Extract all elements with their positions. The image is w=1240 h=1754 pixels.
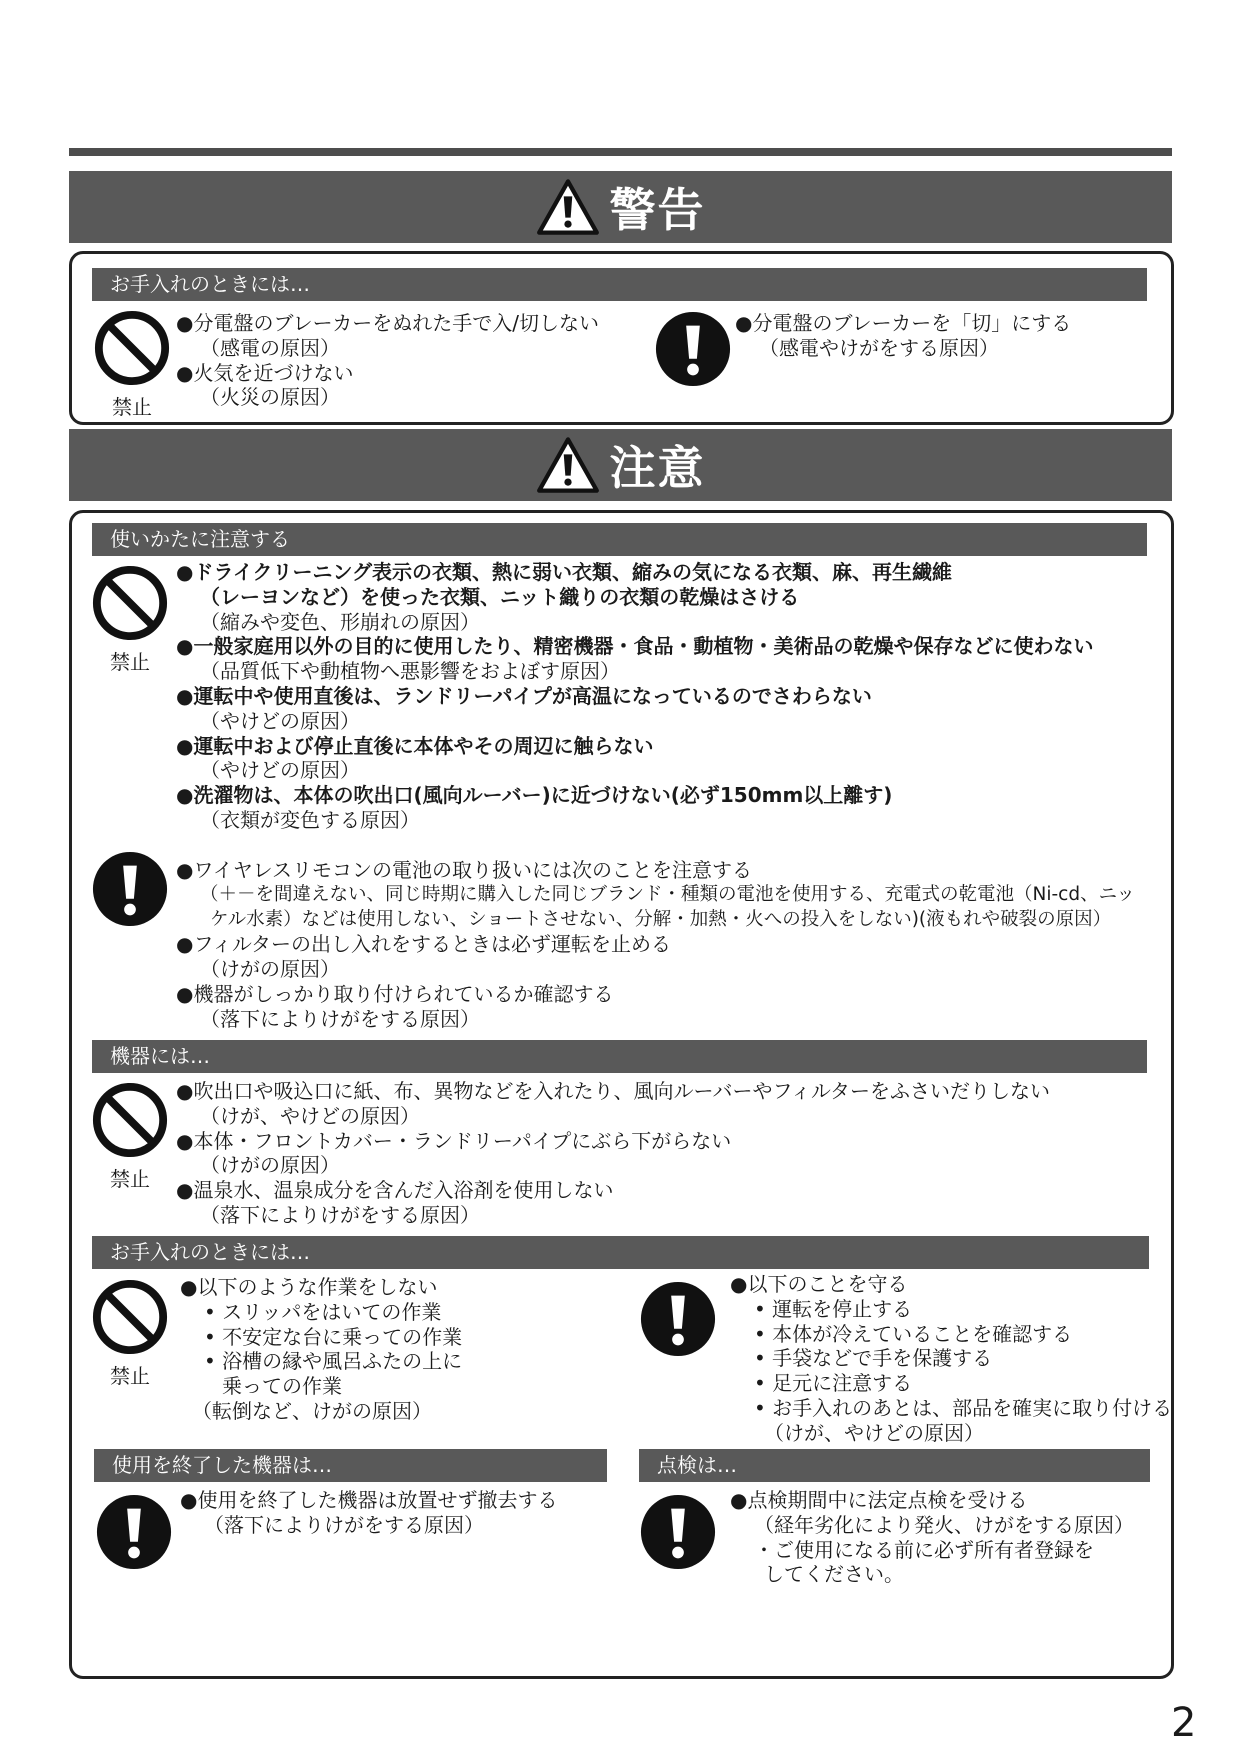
text-line: ●フィルターの出し入れをするときは必ず運転を止める bbox=[176, 932, 672, 957]
inspection-section-header: 点検は… bbox=[639, 1449, 1150, 1482]
text-line: （やけどの原因） bbox=[200, 708, 360, 733]
maintenance-prohibit-block bbox=[90, 1278, 170, 1389]
text-line: （けが、やけどの原因） bbox=[200, 1103, 420, 1128]
warning-must-block bbox=[653, 310, 733, 392]
usage-prohibit-text bbox=[176, 560, 1093, 833]
warning-title: 警告 bbox=[609, 183, 706, 237]
prohibit-label: 禁止 bbox=[110, 650, 150, 674]
prohibit-icon bbox=[91, 1081, 169, 1159]
page-number: 2 bbox=[1171, 1700, 1197, 1746]
text-line: • 浴槽の縁や風呂ふたの上に bbox=[204, 1349, 463, 1374]
inspection-text bbox=[730, 1488, 1134, 1587]
warning-banner bbox=[69, 171, 1172, 243]
prohibit-label: 禁止 bbox=[110, 1167, 150, 1191]
text-line: 乗っての作業 bbox=[222, 1374, 342, 1399]
text-line: （けがの原因） bbox=[200, 957, 340, 982]
caution-title: 注意 bbox=[609, 441, 706, 495]
text-line: • お手入れのあとは、部品を確実に取り付ける bbox=[754, 1395, 1173, 1420]
text-line: （品質低下や動植物へ悪影響をおよぼす原因） bbox=[200, 659, 620, 684]
text-line: （落下によりけがをする原因） bbox=[200, 1202, 480, 1227]
text-line: ●温泉水、温泉成分を含んだ入浴剤を使用しない bbox=[176, 1178, 614, 1203]
text-line: （縮みや変色、形崩れの原因） bbox=[200, 609, 480, 634]
warning-box bbox=[69, 251, 1174, 425]
device-prohibit-block bbox=[90, 1081, 170, 1192]
usage-must-block bbox=[90, 850, 170, 932]
maintenance-section-header: お手入れのときには… bbox=[92, 1236, 1149, 1269]
text-line: ●運転中や使用直後は、ランドリーパイプが高温になっているのでさわらない bbox=[176, 683, 872, 708]
text-line: （経年劣化により発火、けがをする原因） bbox=[754, 1512, 1134, 1537]
text-line: • 不安定な台に乗っての作業 bbox=[204, 1324, 463, 1349]
text-line: ケル水素）などは使用しない、ショートさせない、分解・加熱・火への投入をしない)(液もれや破裂の原因） bbox=[210, 908, 1112, 930]
device-text bbox=[176, 1079, 1050, 1228]
text-line: ・ご使用になる前に必ず所有者登録を bbox=[754, 1537, 1094, 1562]
text-line: • 運転を停止する bbox=[754, 1296, 913, 1321]
mandatory-icon bbox=[654, 310, 732, 388]
text-line: ●使用を終了した機器は放置せず撤去する bbox=[180, 1488, 558, 1512]
text-line: ●点検期間中に法定点検を受ける bbox=[730, 1488, 1028, 1512]
prohibit-label: 禁止 bbox=[112, 395, 152, 419]
maintenance-left-text bbox=[180, 1275, 462, 1424]
end-of-use-text bbox=[180, 1488, 557, 1538]
text-line: ●以下のことを守る bbox=[730, 1272, 908, 1296]
text-line: • 本体が冷えていることを確認する bbox=[754, 1321, 1073, 1346]
prohibit-label: 禁止 bbox=[110, 1364, 150, 1388]
text-line: • 手袋などで手を保護する bbox=[754, 1346, 993, 1371]
text-line: （けが、やけどの原因） bbox=[764, 1420, 984, 1445]
end-of-use-must-block bbox=[94, 1493, 174, 1575]
warning-triangle-icon bbox=[536, 178, 600, 236]
text-line: （レーヨンなど）を使った衣類、ニット織りの衣類の乾燥はさける bbox=[200, 584, 800, 609]
text-line: ●火気を近づけない bbox=[176, 360, 354, 385]
text-line: ●吹出口や吸込口に紙、布、異物などを入れたり、風向ルーバーやフィルターをふさいだりしない bbox=[176, 1079, 1051, 1103]
mandatory-icon bbox=[95, 1493, 173, 1571]
prohibit-icon bbox=[91, 564, 169, 642]
text-line: ●一般家庭用以外の目的に使用したり、精密機器・食品・動植物・美術品の乾燥や保存などに使わない bbox=[176, 634, 1094, 659]
text-line: （感電の原因） bbox=[200, 335, 340, 360]
text-line: （火災の原因） bbox=[200, 385, 340, 410]
text-line: （けがの原因） bbox=[200, 1153, 340, 1178]
text-line: （＋－を間違えない、同じ時期に購入した同じブランド・種類の電池を使用する、充電式の乾電池（Ni-cd、ニッ bbox=[200, 883, 1135, 905]
text-line: （転倒など、けがの原因） bbox=[192, 1398, 432, 1423]
prohibit-icon bbox=[91, 1278, 169, 1356]
mandatory-icon bbox=[639, 1280, 717, 1358]
text-line: （落下によりけがをする原因） bbox=[204, 1512, 484, 1537]
warning-left-text bbox=[176, 311, 599, 410]
text-line: ●運転中および停止直後に本体やその周辺に触らない bbox=[176, 733, 654, 758]
warning-prohibit-block bbox=[92, 309, 172, 420]
warning-right-text bbox=[735, 311, 1071, 361]
warning-section-header: お手入れのときには… bbox=[92, 268, 1147, 301]
text-line: ●ドライクリーニング表示の衣類、熱に弱い衣類、縮みの気になる衣類、麻、再生繊維 bbox=[176, 560, 953, 584]
warning-triangle-icon bbox=[536, 436, 600, 494]
text-line: ●以下のような作業をしない bbox=[180, 1275, 438, 1299]
caution-banner bbox=[69, 429, 1172, 501]
text-line: ●洗濯物は、本体の吹出口(風向ルーバー)に近づけない(必ず150mm以上離す) bbox=[176, 783, 893, 808]
end-of-use-section-header: 使用を終了した機器は… bbox=[94, 1449, 607, 1482]
prohibit-icon bbox=[93, 309, 171, 387]
mandatory-icon bbox=[91, 850, 169, 928]
text-line: ●分電盤のブレーカーを「切」にする bbox=[735, 311, 1072, 335]
text-line: ●本体・フロントカバー・ランドリーパイプにぶら下がらない bbox=[176, 1128, 732, 1153]
top-rule bbox=[69, 148, 1172, 156]
text-line: ●機器がしっかり取り付けられているか確認する bbox=[176, 981, 614, 1006]
text-line: してください。 bbox=[764, 1562, 904, 1587]
text-line: （感電やけがをする原因） bbox=[759, 335, 999, 360]
usage-must-text bbox=[176, 858, 1135, 1032]
maintenance-right-text bbox=[730, 1272, 1172, 1446]
caution-box bbox=[69, 510, 1174, 1679]
text-line: （落下によりけがをする原因） bbox=[200, 1006, 480, 1031]
text-line: • スリッパをはいての作業 bbox=[204, 1299, 442, 1324]
text-line: （やけどの原因） bbox=[200, 758, 360, 783]
text-line: （衣類が変色する原因） bbox=[200, 807, 420, 832]
text-line: ●ワイヤレスリモコンの電池の取り扱いには次のことを注意する bbox=[176, 858, 753, 882]
text-line: ●分電盤のブレーカーをぬれた手で入/切しない bbox=[176, 311, 599, 335]
maintenance-must-block bbox=[638, 1280, 718, 1362]
mandatory-icon bbox=[639, 1493, 717, 1571]
device-section-header: 機器には… bbox=[92, 1040, 1147, 1073]
usage-prohibit-block bbox=[90, 564, 170, 675]
inspection-must-block bbox=[638, 1493, 718, 1575]
usage-section-header: 使いかたに注意する bbox=[92, 523, 1147, 556]
text-line: • 足元に注意する bbox=[754, 1371, 913, 1396]
